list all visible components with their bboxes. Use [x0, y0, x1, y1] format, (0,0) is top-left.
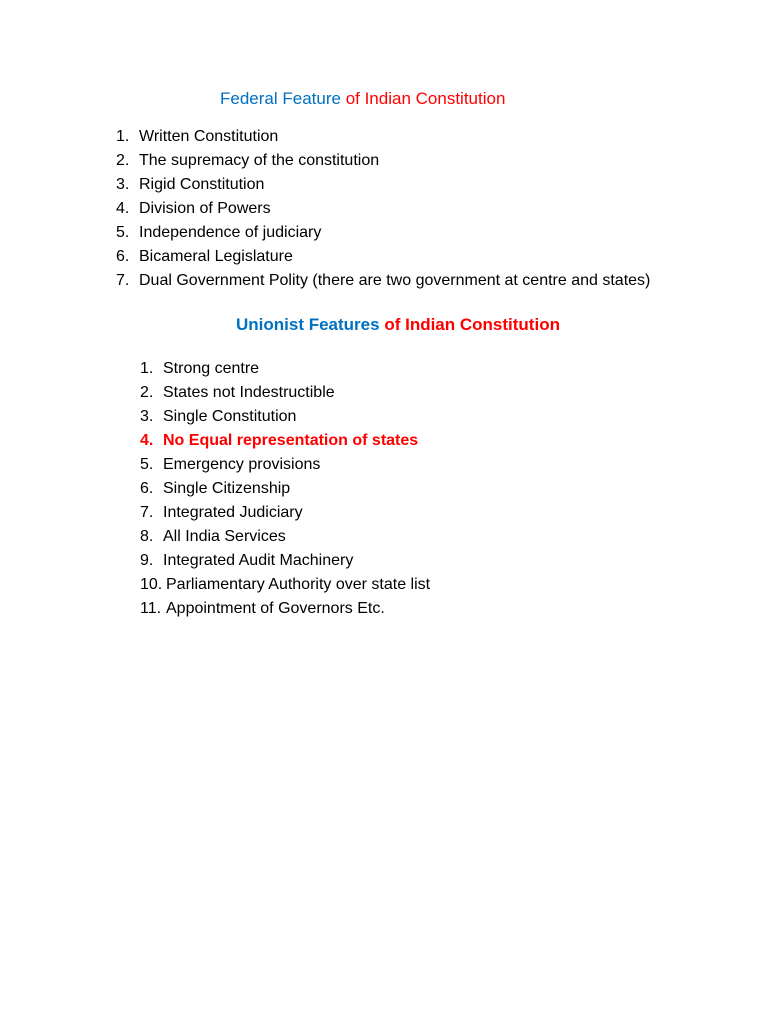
unionist-heading: [236, 314, 560, 336]
list-text: All India Services: [163, 528, 286, 545]
federal-heading-red: of Indian Constitution: [345, 89, 506, 108]
list-text: The supremacy of the constitution: [139, 152, 380, 169]
list-text: Independence of judiciary: [139, 224, 322, 241]
list-item-highlighted: [140, 429, 430, 453]
list-item: [140, 573, 430, 597]
federal-features-list: [116, 125, 650, 293]
list-item: [140, 597, 430, 621]
list-number: 3.: [116, 176, 130, 193]
list-item: [140, 549, 430, 573]
list-number: 5.: [116, 224, 130, 241]
list-item: [140, 453, 430, 477]
list-item: [140, 477, 430, 501]
unionist-heading-blue: Unionist Features: [236, 315, 380, 334]
list-number: 3.: [140, 408, 154, 425]
list-text: States not Indestructible: [163, 384, 335, 401]
list-item: [140, 525, 430, 549]
list-number: 1.: [140, 360, 154, 377]
list-item: [116, 197, 650, 221]
unionist-heading-red: of Indian Constitution: [384, 315, 560, 334]
list-text: Bicameral Legislature: [139, 248, 293, 265]
list-number: 7.: [140, 504, 154, 521]
list-item: [116, 173, 650, 197]
list-item: [116, 221, 650, 245]
list-text: No Equal representation of states: [163, 432, 419, 449]
list-number: 10.: [140, 576, 163, 593]
list-number: 4.: [140, 432, 154, 449]
list-item: [116, 245, 650, 269]
list-item: [140, 381, 430, 405]
list-text: Written Constitution: [139, 128, 279, 145]
list-number: 6.: [140, 480, 154, 497]
list-number: 11.: [140, 600, 162, 617]
list-item: [116, 149, 650, 173]
list-number: 2.: [140, 384, 154, 401]
list-number: 6.: [116, 248, 130, 265]
list-item: [140, 501, 430, 525]
list-item: [140, 405, 430, 429]
list-item: [116, 125, 650, 149]
list-text: Parliamentary Authority over state list: [166, 576, 431, 593]
list-item: [116, 269, 650, 293]
list-text: Division of Powers: [139, 200, 271, 217]
list-text: Dual Government Polity (there are two government at centre and states): [139, 272, 651, 289]
list-text: Single Citizenship: [163, 480, 291, 497]
list-text: Rigid Constitution: [139, 176, 265, 193]
list-text: Integrated Audit Machinery: [163, 552, 354, 569]
list-text: Appointment of Governors Etc.: [166, 600, 385, 617]
list-number: 7.: [116, 272, 130, 289]
list-text: Emergency provisions: [163, 456, 321, 473]
federal-heading-blue: Federal Feature: [220, 89, 341, 108]
list-number: 9.: [140, 552, 154, 569]
list-item: [140, 357, 430, 381]
list-number: 4.: [116, 200, 130, 217]
list-number: 8.: [140, 528, 154, 545]
list-text: Strong centre: [163, 360, 260, 377]
federal-heading: [220, 88, 505, 110]
list-number: 1.: [116, 128, 130, 145]
list-text: Single Constitution: [163, 408, 297, 425]
list-text: Integrated Judiciary: [163, 504, 303, 521]
list-number: 2.: [116, 152, 130, 169]
unionist-features-list: [140, 357, 430, 621]
list-number: 5.: [140, 456, 154, 473]
